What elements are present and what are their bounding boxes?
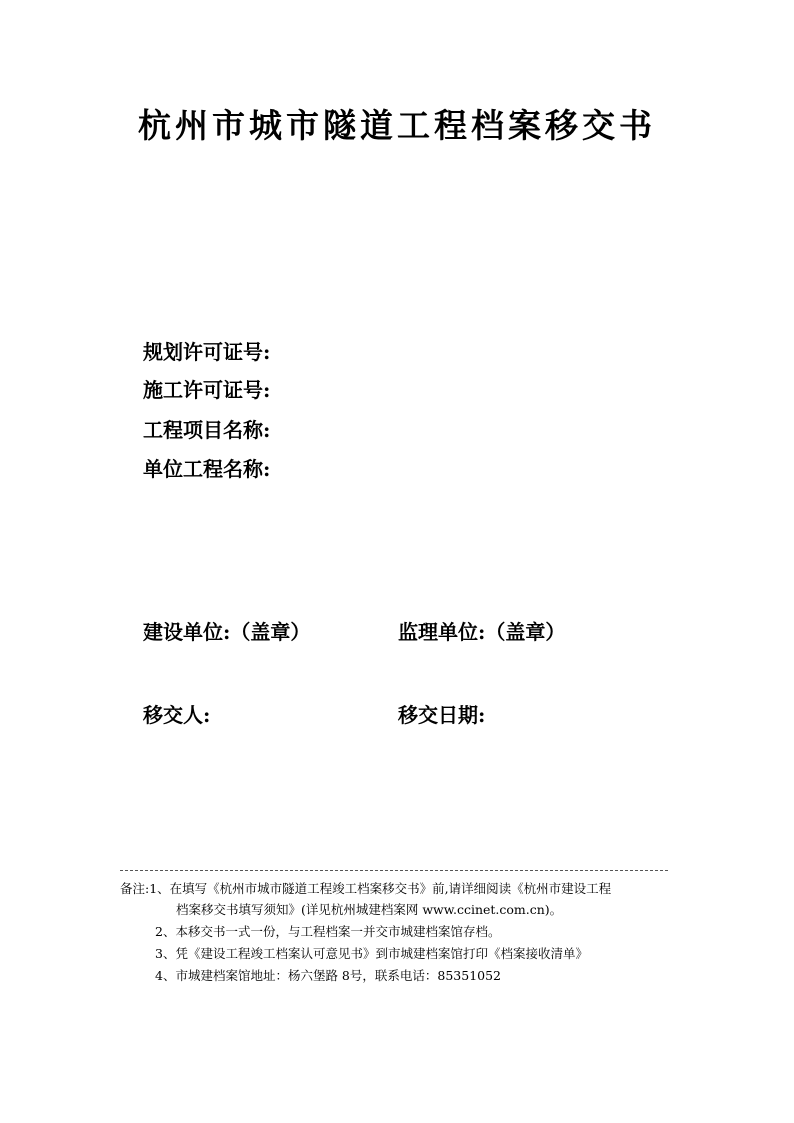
construction-unit-seal-label: 建设单位:（盖章） xyxy=(143,620,311,644)
note-item-1-continued: 档案移交书填写须知》(详见杭州城建档案网 www.ccinet.com.cn)。 xyxy=(176,902,563,917)
planning-permit-number-label: 规划许可证号: xyxy=(143,340,271,364)
document-title: 杭州市城市隧道工程档案移交书 xyxy=(138,106,656,145)
notes-divider xyxy=(120,870,668,871)
construction-permit-number-label: 施工许可证号: xyxy=(143,378,271,402)
project-name-label: 工程项目名称: xyxy=(143,418,271,442)
note-item-2: 2、本移交书一式一份，与工程档案一并交市城建档案馆存档。 xyxy=(155,924,501,939)
note-item-4: 4、市城建档案馆地址：杨六堡路 8号，联系电话：85351052 xyxy=(155,968,502,983)
note-item-1: 备注:1、在填写《杭州市城市隧道工程竣工档案移交书》前,请详细阅读《杭州市建设工程 xyxy=(120,881,612,896)
transferor-label: 移交人: xyxy=(143,703,211,727)
supervision-unit-seal-label: 监理单位:（盖章） xyxy=(398,620,566,644)
note-item-3: 3、凭《建设工程竣工档案认可意见书》到市城建档案馆打印《档案接收清单》 xyxy=(155,946,588,961)
transfer-date-label: 移交日期: xyxy=(398,703,486,727)
unit-project-name-label: 单位工程名称: xyxy=(143,457,271,481)
